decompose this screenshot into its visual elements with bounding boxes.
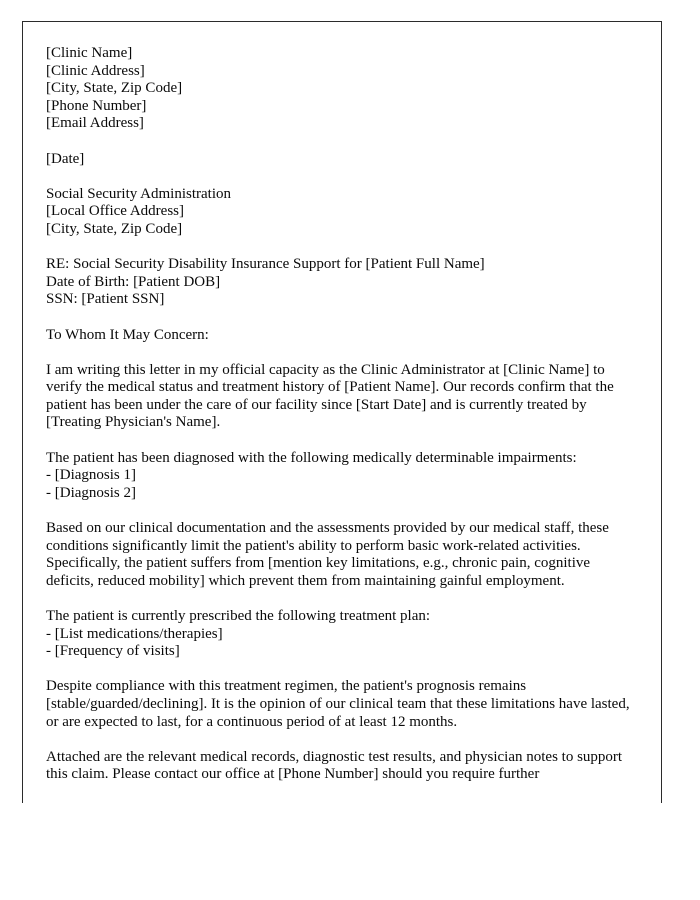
sender-line-email-address: [Email Address]	[46, 115, 144, 132]
date-block	[46, 151, 638, 169]
recipient-line-organization: Social Security Administration	[46, 185, 231, 202]
treatment-plan-section	[46, 608, 638, 661]
sender-line-clinic-address: [Clinic Address]	[46, 62, 145, 79]
diagnosis-item-2: - [Diagnosis 2]	[46, 484, 136, 501]
treatment-intro-line: The patient is currently prescribed the following treatment plan:	[46, 608, 431, 624]
recipient-line-office-address: [Local Office Address]	[46, 203, 185, 220]
body-paragraph-3: Despite compliance with this treatment regimen, the patient's prognosis remains [stable/guarded/declining]. It is the opinion of our clinical team that these limitations have lasted, or are expected to last, for a continuous period of at least 12 months.	[46, 678, 634, 730]
subject-reference-block	[46, 256, 638, 309]
recipient-line-city-state-zip: [City, State, Zip Code]	[46, 220, 183, 237]
subject-line-date-of-birth: Date of Birth: [Patient DOB]	[46, 273, 221, 290]
body-paragraph-4: Attached are the relevant medical records, diagnostic test results, and physician notes to support this claim. Please contact our office at [Phone Number] should you require further	[46, 748, 626, 783]
sender-line-phone-number: [Phone Number]	[46, 97, 147, 114]
subject-line-re: RE: Social Security Disability Insurance Support for [Patient Full Name]	[46, 256, 485, 273]
document-page	[22, 21, 662, 803]
recipient-address-block	[46, 186, 638, 239]
treatment-item-1: - [List medications/therapies]	[46, 625, 223, 642]
diagnosis-intro-line: The patient has been diagnosed with the following medically determinable impairments:	[46, 449, 577, 466]
body-paragraph-1: I am writing this letter in my official capacity as the Clinic Administrator at [Clinic Name] to verify the medical status and treatment history of [Patient Name]. Our records confirm that the patient has been under the care of our facility since [Start Date] and is currently treated by [Treating Physician's Name].	[46, 361, 618, 431]
sender-line-clinic-name: [Clinic Name]	[46, 45, 133, 61]
diagnosis-item-1: - [Diagnosis 1]	[46, 467, 136, 484]
subject-line-ssn: SSN: [Patient SSN]	[46, 291, 165, 308]
date-line: [Date]	[46, 150, 85, 167]
diagnosis-section	[46, 450, 638, 503]
salutation: To Whom It May Concern:	[46, 326, 209, 343]
sender-line-city-state-zip: [City, State, Zip Code]	[46, 80, 183, 97]
letter-body	[46, 45, 638, 784]
treatment-item-2: - [Frequency of visits]	[46, 643, 180, 660]
body-paragraph-2: Based on our clinical documentation and the assessments provided by our medical staff, these conditions significantly limit the patient's ability to perform basic work-related activities. Specifically, the patient suffers from [mention key limitations, e.g., chronic pain, cognitive deficits, reduced mobility] which prevent them from maintaining gainful employment.	[46, 520, 613, 589]
sender-address-block	[46, 45, 638, 133]
